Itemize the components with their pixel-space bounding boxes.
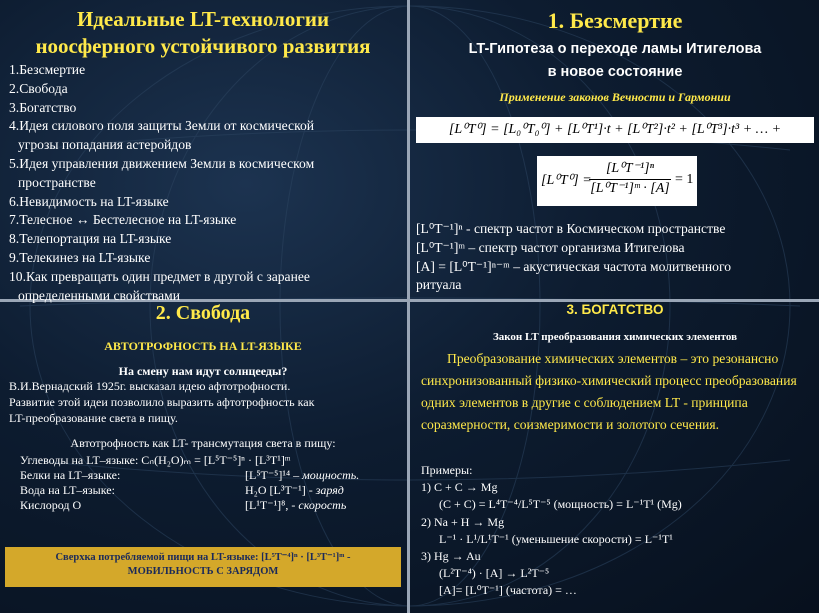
row-formula-meaning: скорость xyxy=(298,498,347,512)
row-label: Вода на LT–языке: xyxy=(20,483,115,497)
para-line: В.И.Вернадский 1925г. высказал идею афтотрофности. xyxy=(9,379,291,393)
law-description: Преобразование химических элементов – это резонансно синхронизованный физико-химический процесс преобразования одних элементов в другие с соблюдением LT - принципа соразмерности, соизмеримости и золотого сечения. xyxy=(421,351,797,432)
item-text: 7.Телесное ↔ Бестелесное на LT-языке xyxy=(9,212,237,228)
formula-description xyxy=(416,220,814,295)
row-formula-meaning: мощность. xyxy=(302,468,360,482)
series-formula: [L⁰T⁰] = [L₀⁰T₀⁰] + [L⁰T¹]·t + [L⁰T²]·t² + [L⁰T³]·t³ + … + xyxy=(416,117,814,143)
freedom-panel xyxy=(0,302,406,613)
panel-title: 1. Безсмертие xyxy=(547,8,683,33)
formula-row xyxy=(20,453,400,468)
title-line-2: ноосферного устойчивого развития xyxy=(35,34,371,58)
desc-line: [L⁰T⁻¹]ᵐ – спектр частот организма Итигелова xyxy=(416,239,685,255)
item-text: 3.Богатство xyxy=(9,99,77,115)
desc-line: [A] = [L⁰T⁻¹]ⁿ⁻ᵐ – акустическая частота молитвенного xyxy=(416,258,731,274)
row-formula xyxy=(245,483,344,498)
example-line: (L²T⁻⁴) · [A] → L²T⁻⁵ xyxy=(439,566,550,581)
item-text: 2.Свобода xyxy=(9,80,68,96)
technology-item xyxy=(9,230,399,249)
vertical-divider xyxy=(407,0,410,613)
technology-item xyxy=(9,249,399,268)
para-line: Развитие этой идеи позволило выразить афтотрофность как xyxy=(9,395,315,409)
item-text: 10.Как превращать один предмет в другой с заранее xyxy=(9,268,310,284)
example-line: [A]= [L⁰T⁻¹] (частота) = … xyxy=(439,583,577,598)
desc-line: ритуала xyxy=(416,277,462,293)
row-formula-meaning: заряд xyxy=(315,483,344,497)
formula-fraction xyxy=(589,160,671,197)
formula-rhs: = 1 xyxy=(675,172,694,187)
technology-item xyxy=(9,211,399,230)
formula-numerator: [L⁰T⁻¹]ⁿ xyxy=(589,160,671,180)
wealth-panel xyxy=(411,302,819,613)
formula-row xyxy=(20,483,400,498)
example-line: 2) Na + H → Mg xyxy=(421,514,505,529)
subtitle-line-1: LT-Гипотеза о переходе ламы Итигелова xyxy=(468,41,762,57)
technology-list xyxy=(9,61,399,305)
technology-item xyxy=(9,155,399,193)
autotrophy-heading: АВТОТРОФНОСТЬ НА LT-ЯЗЫКЕ xyxy=(104,339,302,353)
item-text: 1.Безсмертие xyxy=(9,62,86,77)
formula-denominator: [L⁰T⁻¹]ᵐ · [A] xyxy=(590,181,670,196)
summary-bar xyxy=(5,547,401,587)
panel-title: 2. Свобода xyxy=(155,302,251,324)
row-formula xyxy=(245,498,346,513)
immortality-panel xyxy=(411,0,819,298)
row-label: Кислород О xyxy=(20,498,82,512)
example-line: L⁻¹ · L¹/L¹T⁻¹ (уменьшение скорости) = L⁻¹T¹ xyxy=(439,531,673,546)
row-formula-text: H₂O [L³T⁻¹] - xyxy=(245,483,316,497)
item-text: 9.Телекинез на LT-языке xyxy=(9,249,151,265)
item-text: 4.Идея силового поля защиты Земли от космической xyxy=(9,118,315,134)
examples-block xyxy=(421,462,815,600)
technology-item xyxy=(9,117,399,155)
technology-item xyxy=(9,99,399,118)
nutrient-formulas xyxy=(20,453,400,513)
bar-line-1: Сверхка потребляемой пищи на LT-языке: [L⁵T⁻⁴]ⁿ · [L³T⁻¹]ᵐ - xyxy=(55,552,351,563)
row-label: Углеводы на LT–языке: Cₙ(H₂O)ₘ = [L⁵T⁻⁵]ⁿ · [L³T¹]ᵐ xyxy=(20,453,291,467)
example-line: 1) C + C → Mg xyxy=(421,480,498,495)
row-formula-text: [L¹T⁻¹]⁸, - xyxy=(245,498,299,512)
item-text: 8.Телепортация на LT-языке xyxy=(9,231,172,247)
panel-title: 3. БОГАТСТВО xyxy=(566,302,664,317)
laws-caption: Применение законов Вечности и Гармонии xyxy=(499,90,731,104)
vernadsky-paragraph xyxy=(9,378,401,426)
technology-item xyxy=(9,80,399,99)
transmutation-heading: Автотрофность как LT- трансмутация света в пищу: xyxy=(70,436,336,450)
formula-row xyxy=(20,498,400,513)
item-continuation: определенными свойствами xyxy=(18,287,181,303)
technologies-panel xyxy=(0,0,406,303)
panel-title xyxy=(0,6,406,60)
para-line: LT-преобразование света в пищу. xyxy=(9,411,178,425)
example-line: (C + C) = L⁴T⁻⁴/L⁵T⁻⁵ (мощность) = L⁻¹T¹ (Mg) xyxy=(439,497,682,512)
row-label: Белки на LT–языке: xyxy=(20,468,121,482)
title-line-1: Идеальные LT-технологии xyxy=(76,7,330,31)
ratio-formula xyxy=(537,156,697,206)
hypothesis-subtitle xyxy=(411,38,819,84)
item-continuation: пространстве xyxy=(18,174,96,190)
formula-row xyxy=(20,468,400,483)
technology-item xyxy=(9,61,399,80)
formula-lhs: [L⁰T⁰] = xyxy=(541,173,592,188)
law-heading: Закон LT преобразования химических элементов xyxy=(492,331,738,343)
row-formula-text: [L⁵T⁻⁵]¹⁴ – xyxy=(245,468,303,482)
item-continuation: угрозы попадания астеройдов xyxy=(18,137,192,153)
technology-item xyxy=(9,193,399,212)
bar-line-2: МОБИЛЬНОСТЬ С ЗАРЯДОМ xyxy=(127,566,279,577)
subtitle-line-2: в новое состояние xyxy=(547,64,683,80)
row-formula xyxy=(245,468,359,483)
desc-line: [L⁰T⁻¹]ⁿ - спектр частот в Космическом пространстве xyxy=(416,221,726,236)
example-line: 3) Hg → Au xyxy=(421,549,481,564)
examples-title: Примеры: xyxy=(421,463,473,477)
question-heading: На смену нам идут солнцееды? xyxy=(118,364,288,378)
item-text: 5.Идея управления движением Земли в космическом xyxy=(9,155,315,171)
item-text: 6.Невидимость на LT-языке xyxy=(9,193,169,209)
technology-item xyxy=(9,268,399,306)
